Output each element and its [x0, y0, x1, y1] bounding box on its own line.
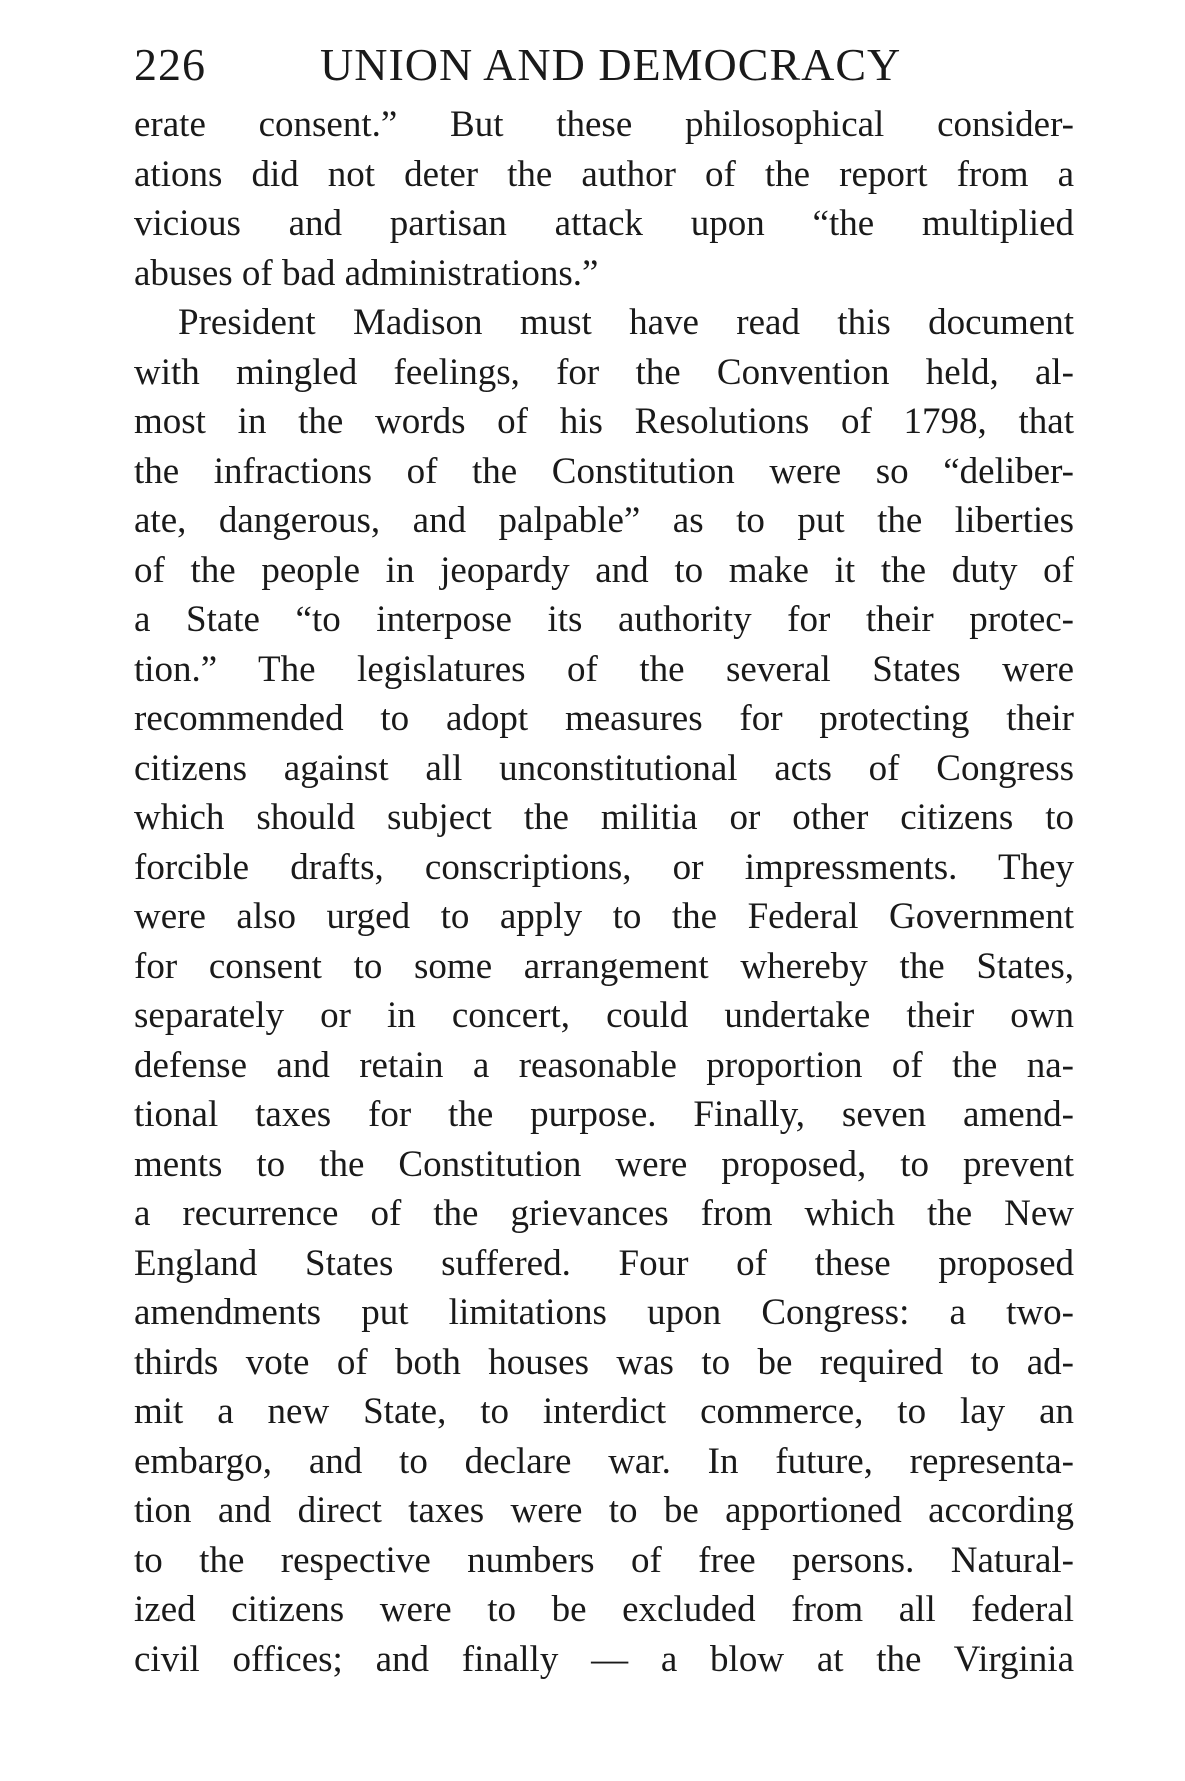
text-line: tion and direct taxes were to be apportioned according	[134, 1490, 1074, 1531]
text-line: ations did not deter the author of the report from a	[134, 153, 1074, 195]
text-line: most in the words of his Resolutions of 1798, that	[134, 401, 1074, 442]
running-title: UNION AND DEMOCRACY	[320, 39, 902, 90]
text-line: recommended to adopt measures for protecting their	[134, 698, 1074, 739]
text-line: separately or in concert, could undertake their own	[134, 995, 1074, 1036]
text-line: amendments put limitations upon Congress: a two-	[134, 1292, 1074, 1333]
body-text	[134, 100, 1074, 1684]
text-line: of the people in jeopardy and to make it the duty of	[134, 549, 1074, 591]
text-line: thirds vote of both houses was to be required to ad-	[134, 1341, 1074, 1383]
text-line: tional taxes for the purpose. Finally, seven amend-	[134, 1094, 1074, 1135]
text-line: the infractions of the Constitution were so “deliber-	[134, 450, 1074, 492]
text-line: to the respective numbers of free persons. Natural-	[134, 1539, 1074, 1581]
text-line: England States suffered. Four of these proposed	[134, 1242, 1074, 1284]
page-number: 226	[134, 39, 206, 90]
text-line: ized citizens were to be excluded from all federal	[134, 1589, 1074, 1630]
text-line: which should subject the militia or other citizens to	[134, 797, 1074, 838]
text-line: a recurrence of the grievances from which the New	[134, 1193, 1074, 1234]
text-line: ments to the Constitution were proposed, to prevent	[134, 1143, 1074, 1185]
text-line: for consent to some arrangement whereby the States,	[134, 945, 1074, 987]
text-line: vicious and partisan attack upon “the multiplied	[134, 203, 1074, 244]
text-line: a State “to interpose its authority for their protec-	[134, 599, 1074, 640]
text-line: defense and retain a reasonable proportion of the na-	[134, 1044, 1074, 1086]
text-line: citizens against all unconstitutional acts of Congress	[134, 747, 1074, 789]
text-line: mit a new State, to interdict commerce, to lay an	[134, 1391, 1074, 1432]
text-line: with mingled feelings, for the Convention held, al-	[134, 351, 1074, 393]
running-head	[134, 38, 1044, 98]
text-line: President Madison must have read this document	[178, 302, 1074, 343]
text-line: embargo, and to declare war. In future, representa-	[134, 1440, 1074, 1482]
text-line: forcible drafts, conscriptions, or impressments. They	[134, 846, 1074, 888]
text-line: ate, dangerous, and palpable” as to put the liberties	[134, 500, 1074, 541]
text-line: tion.” The legislatures of the several States were	[134, 648, 1074, 690]
text-line: erate consent.” But these philosophical consider-	[134, 104, 1074, 145]
text-line: civil offices; and finally — a blow at the Virginia	[134, 1638, 1074, 1680]
text-line: were also urged to apply to the Federal Government	[134, 896, 1074, 937]
text-line: abuses of bad administrations.”	[134, 252, 599, 294]
